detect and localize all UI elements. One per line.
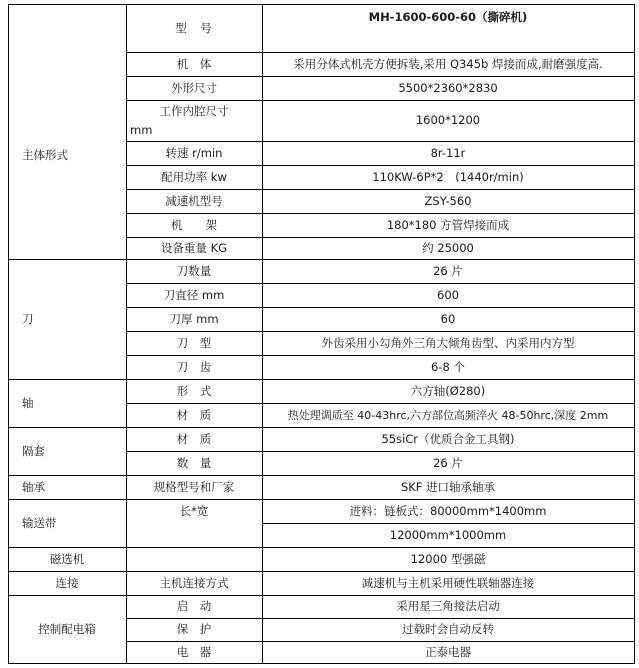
row-value: 过载时会自动反转: [402, 622, 494, 636]
model-label: 型 号: [175, 20, 213, 35]
row-value: 5500*2360*2830: [398, 80, 498, 95]
row-value: 进料：链板式：80000mm*1400mm: [349, 503, 547, 518]
row-value: 采用分体式机壳方便拆装,采用 Q345b 焊接而成,耐磨强度高.: [293, 56, 603, 71]
row-value: 外齿采用小勾角外三角大倾角齿型、内采用内方型: [321, 335, 575, 350]
row-value: 12000mm*1000mm: [389, 527, 507, 542]
row-label: 刀 型: [176, 335, 212, 350]
row-value: ZSY-560: [424, 193, 472, 208]
row-label: 主机连接方式: [159, 575, 229, 590]
group-label-magnet: 磁选机: [49, 551, 85, 566]
row-label: 刀厚 mm: [169, 311, 219, 326]
table-border-right: [634, 4, 635, 664]
row-label: 机 体: [176, 56, 212, 71]
row-label: 转速 r/min: [165, 145, 223, 160]
row-label: 刀 齿: [176, 359, 212, 374]
row-label: 刀数量: [176, 263, 212, 278]
group-label-spacer: 隔套: [22, 443, 45, 458]
model-value: MH-1600-600-60（撕碎机): [368, 9, 528, 24]
row-value: 1600*1200: [415, 113, 481, 127]
row-label: [126, 100, 262, 141]
row-label-line2: mm: [130, 122, 153, 137]
row-value: 12000 型强磁: [410, 551, 486, 566]
row-value: 6-8 个: [431, 359, 465, 374]
group-label-shaft: 轴: [22, 395, 34, 410]
group-label-conveyor: 输送带: [22, 515, 57, 530]
group-label-body: 主体形式: [22, 148, 68, 162]
row-value: 180*180 方管焊接而成: [386, 217, 510, 232]
row-value: 110KW-6P*2 (1440r/min): [372, 169, 524, 184]
spec-table: [8, 4, 635, 664]
row-value: 8r-11r: [430, 145, 466, 160]
group-label-blade: 刀: [22, 311, 34, 326]
row-label: 形 式: [176, 383, 212, 398]
row-value: 60: [440, 311, 456, 326]
row-value: 26 片: [433, 263, 463, 278]
group-label-connection: 连接: [55, 575, 79, 590]
group-label-control: 控制配电箱: [38, 621, 96, 636]
row-value: 26 片: [433, 455, 463, 470]
row-value: 采用星三角接法启动: [396, 599, 500, 613]
row-label: 启 动: [176, 599, 212, 613]
row-label: 外形尺寸: [171, 80, 217, 95]
row-label: 配用功率 kw: [161, 169, 227, 184]
row-value: SKF 进口轴承轴承: [400, 479, 496, 494]
row-value: 热处理调质至 40-43hrc,六方部位高频淬火 48-50hrc,深度 2mm: [287, 408, 609, 422]
row-label: 材 质: [176, 431, 212, 446]
table-border-bottom: [8, 663, 635, 664]
row-value: 正泰电器: [425, 644, 471, 659]
row-label: 减速机型号: [165, 193, 223, 208]
row-label: 数 量: [176, 455, 212, 470]
row-label: 保 护: [176, 622, 212, 636]
row-value: 600: [437, 287, 459, 302]
row-label: 规格型号和厂家: [153, 479, 235, 494]
row-label: 电 器: [176, 644, 212, 659]
row-label-line1: 工作内腔尺寸: [159, 103, 229, 118]
group-label-bearing: 轴承: [22, 479, 45, 494]
row-value: 55siCr（优质合金工具钢): [381, 431, 515, 446]
row-label: 材 质: [176, 407, 212, 422]
row-label: 刀直径 mm: [163, 287, 225, 302]
row-label: 机 架: [171, 217, 217, 232]
row-value: 减速机与主机采用硬性联轴器连接: [361, 575, 535, 590]
row-label: 设备重量 KG: [160, 240, 228, 255]
row-value: 约 25000: [422, 240, 474, 255]
row-label: 长*宽: [179, 503, 209, 518]
row-value: 六方轴(Ø280): [410, 383, 486, 398]
